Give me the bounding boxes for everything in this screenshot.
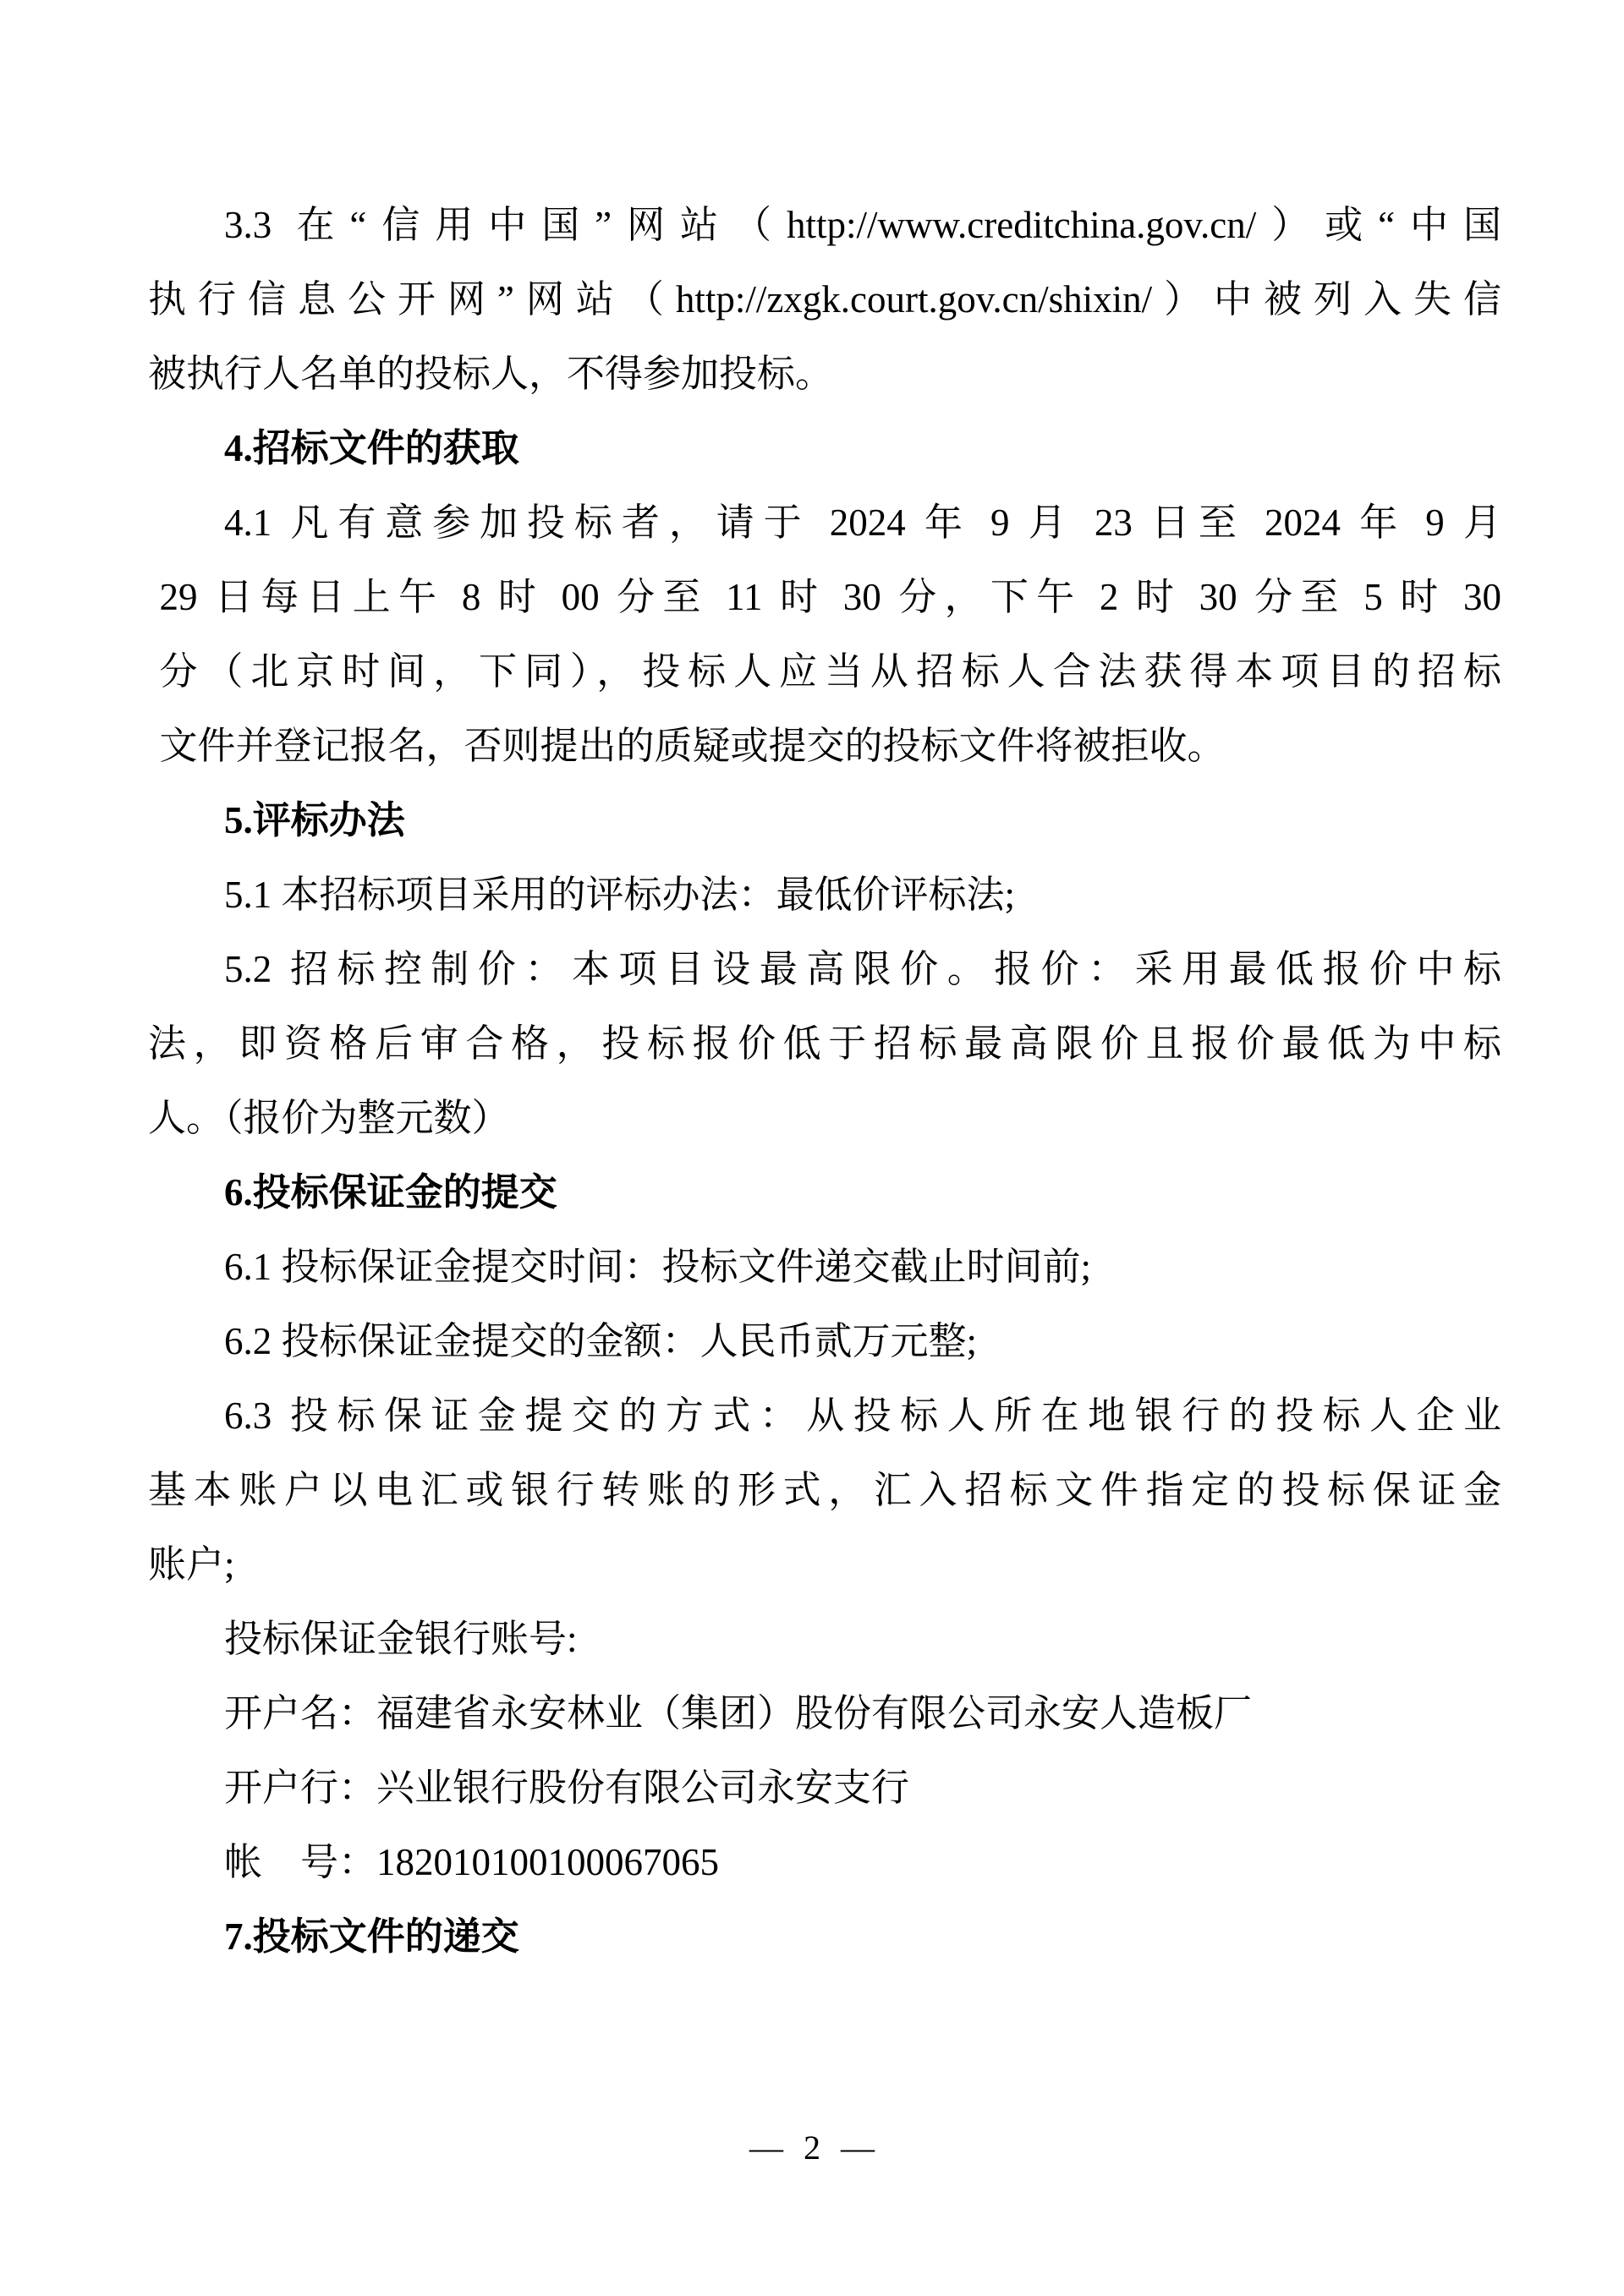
text-line: 29 日每日上午 8 时 00 分至 11 时 30 分，下午 2 时 30 分至 5 时 30 (159, 576, 1501, 618)
section-heading: 4.招标文件的获取 (224, 427, 519, 469)
text-line: 帐 号：182010100100067065 (224, 1841, 720, 1883)
page-number: — 2 — (749, 2129, 875, 2167)
text-line: 投标保证金银行账号: (224, 1618, 578, 1660)
text-line: 6.1 投标保证金提交时间：投标文件递交截止时间前; (224, 1246, 1092, 1288)
text-line: 执行信息公开网”网站（http://zxgk.court.gov.cn/shixin/）中被列入失信 (148, 278, 1501, 321)
text-line: 账户; (148, 1543, 235, 1586)
text-line: 基本账户以电汇或银行转账的形式，汇入招标文件指定的投标保证金 (148, 1469, 1501, 1511)
text-line: 开户名：福建省永安林业（集团）股份有限公司永安人造板厂 (224, 1692, 1253, 1734)
section-heading: 5.评标办法 (224, 799, 405, 841)
text-line: 5.1 本招标项目采用的评标办法：最低价评标法; (224, 874, 1016, 916)
text-line: 人。（报价为整元数） (148, 1097, 510, 1139)
text-line: 5.2 招标控制价：本项目设最高限价。报价：采用最低报价中标 (224, 948, 1501, 990)
text-line: 6.3 投标保证金提交的方式：从投标人所在地银行的投标人企业 (224, 1395, 1501, 1437)
section-heading: 6.投标保证金的提交 (224, 1171, 557, 1214)
document-body (148, 188, 1501, 1974)
section-heading: 7.投标文件的递交 (224, 1915, 519, 1958)
text-line: 3.3 在“信用中国”网站（http://www.creditchina.gov.cn/）或“中国 (224, 204, 1501, 246)
text-line: 法，即资格后审合格，投标报价低于招标最高限价且报价最低为中标 (148, 1022, 1501, 1065)
text-line: 6.2 投标保证金提交的金额：人民币贰万元整; (224, 1320, 978, 1362)
text-line: 分（北京时间，下同），投标人应当从招标人合法获得本项目的招标 (159, 650, 1501, 693)
text-line: 4.1 凡有意参加投标者，请于 2024 年 9 月 23 日至 2024 年 9 月 (224, 501, 1501, 544)
text-line: 被执行人名单的投标人，不得参加投标。 (148, 353, 834, 395)
text-line: 文件并登记报名，否则提出的质疑或提交的投标文件将被拒收。 (159, 725, 1226, 767)
text-line: 开户行：兴业银行股份有限公司永安支行 (224, 1767, 910, 1809)
